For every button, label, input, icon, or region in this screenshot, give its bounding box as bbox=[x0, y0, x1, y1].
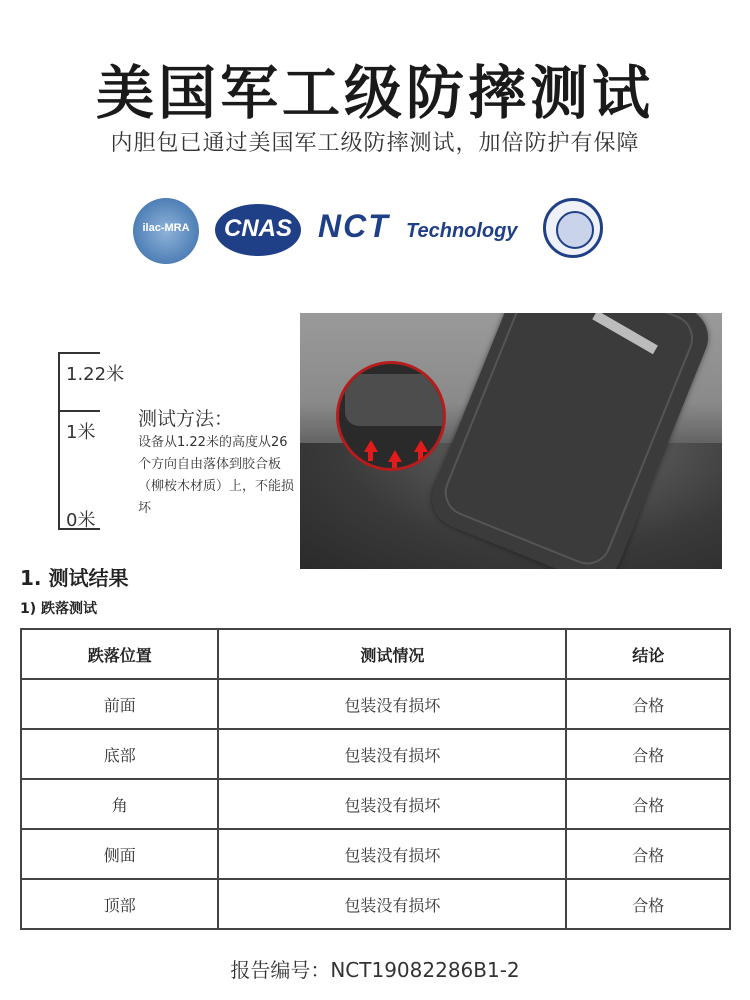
certification-logos bbox=[0, 196, 750, 266]
height-scale-line bbox=[58, 352, 60, 530]
header-conclusion: 结论 bbox=[566, 629, 730, 679]
height-tick-mid bbox=[58, 410, 100, 412]
nct-technology-logo bbox=[318, 208, 528, 252]
seal-logo bbox=[543, 198, 603, 258]
table-header-row bbox=[21, 629, 730, 679]
cell-position: 顶部 bbox=[21, 879, 218, 929]
drop-test-subtitle: 1) 跌落测试 bbox=[20, 601, 98, 617]
table-row bbox=[21, 779, 730, 829]
zoom-fabric bbox=[345, 374, 446, 426]
cell-status: 包装没有损坏 bbox=[218, 829, 566, 879]
cell-result: 合格 bbox=[566, 679, 730, 729]
cell-status: 包装没有损坏 bbox=[218, 729, 566, 779]
cell-position: 侧面 bbox=[21, 829, 218, 879]
method-description: 设备从1.22米的高度从26个方向自由落体到胶合板（柳桉木材质）上，不能损坏 bbox=[138, 435, 295, 516]
arrow-up-icon bbox=[418, 452, 423, 461]
cell-result: 合格 bbox=[566, 829, 730, 879]
cnas-logo bbox=[215, 204, 301, 256]
cell-result: 合格 bbox=[566, 879, 730, 929]
nct-logo-sub: Technology bbox=[406, 220, 518, 242]
drop-test-photo bbox=[300, 313, 722, 569]
cell-status: 包装没有损坏 bbox=[218, 679, 566, 729]
table-row bbox=[21, 729, 730, 779]
cell-status: 包装没有损坏 bbox=[218, 779, 566, 829]
header-drop-position: 跌落位置 bbox=[21, 629, 218, 679]
seal-inner-emblem bbox=[556, 211, 594, 249]
drop-test-table bbox=[20, 628, 731, 930]
cell-status: 包装没有损坏 bbox=[218, 879, 566, 929]
height-label-top: 1.22米 bbox=[66, 364, 125, 385]
report-number: 报告编号：NCT19082286B1-2 bbox=[230, 958, 520, 982]
results-section-title: 1. 测试结果 bbox=[20, 566, 129, 590]
page-title: 美国军工级防摔测试 bbox=[95, 59, 654, 127]
ilac-mra-logo bbox=[133, 198, 199, 264]
page-subtitle: 内胆包已通过美国军工级防摔测试，加倍防护有保障 bbox=[110, 131, 640, 156]
method-title: 测试方法： bbox=[138, 408, 234, 430]
height-label-bottom: 0米 bbox=[66, 510, 96, 531]
height-tick-top bbox=[58, 352, 100, 354]
cell-position: 底部 bbox=[21, 729, 218, 779]
arrow-up-icon bbox=[414, 440, 428, 452]
corner-zoom-inset bbox=[336, 361, 446, 471]
table-row bbox=[21, 879, 730, 929]
arrow-up-icon bbox=[388, 450, 402, 462]
cnas-logo-text: CNAS bbox=[223, 215, 292, 242]
arrow-up-icon bbox=[392, 462, 397, 471]
arrow-up-icon bbox=[368, 452, 373, 461]
cell-position: 角 bbox=[21, 779, 218, 829]
table-row bbox=[21, 679, 730, 729]
header-test-status: 测试情况 bbox=[218, 629, 566, 679]
ilac-mra-logo-text: ilac-MRA bbox=[142, 222, 190, 234]
arrow-up-icon bbox=[364, 440, 378, 452]
cell-result: 合格 bbox=[566, 779, 730, 829]
cell-position: 前面 bbox=[21, 679, 218, 729]
height-label-mid: 1米 bbox=[66, 422, 96, 443]
table-row bbox=[21, 829, 730, 879]
cell-result: 合格 bbox=[566, 729, 730, 779]
nct-logo-main: NCT bbox=[318, 208, 390, 244]
